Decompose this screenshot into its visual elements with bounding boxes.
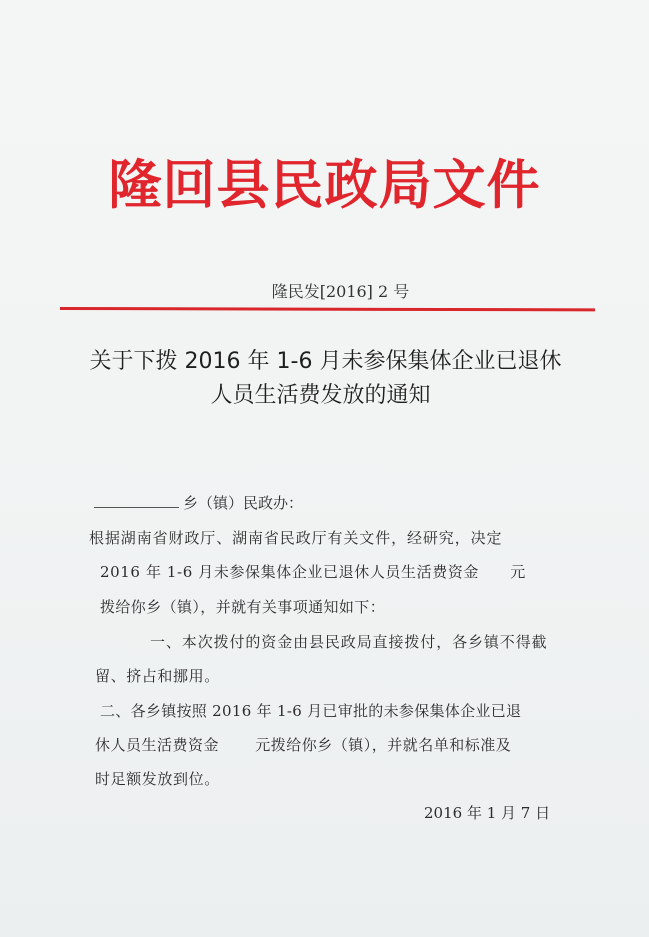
paragraph-1-line-1: 根据湖南省财政厅、湖南省民政厅有关文件，经研究，决定	[89, 529, 503, 547]
subject-title-line-2: 人员生活费发放的通知	[210, 383, 431, 408]
red-separator-line	[60, 307, 595, 311]
paragraph-1-line-3: 拨给你乡（镇），并就有关事项通知如下：	[100, 598, 386, 616]
item-1-line-2: 留、挤占和挪用。	[95, 667, 220, 685]
item-2-line-3: 时足额发放到位。	[95, 770, 220, 788]
addressee-blank	[94, 493, 179, 508]
issuing-organization-title: 隆回县民政局文件	[108, 154, 541, 216]
subject-title-line-1: 关于下拨 2016 年 1-6 月未参保集体企业已退休	[89, 349, 562, 374]
item-2-line-1: 二、各乡镇按照 2016 年 1-6 月已审批的未参保集体企业已退	[100, 702, 522, 720]
addressee-line	[94, 493, 303, 513]
item-2-line-2: 休人员生活费资金 元拨给你乡（镇），并就名单和标准及	[95, 736, 512, 754]
document-number: 隆民发[2016] 2 号	[271, 282, 410, 301]
item-1-line-1: 一、本次拨付的资金由县民政局直接拨付，各乡镇不得截	[150, 633, 548, 651]
issue-date: 2016 年 1 月 7 日	[424, 804, 551, 822]
addressee-text: 乡（镇）民政办：	[183, 494, 304, 512]
paragraph-1-line-2: 2016 年 1-6 月未参保集体企业已退休人员生活费资金 元	[100, 563, 526, 581]
